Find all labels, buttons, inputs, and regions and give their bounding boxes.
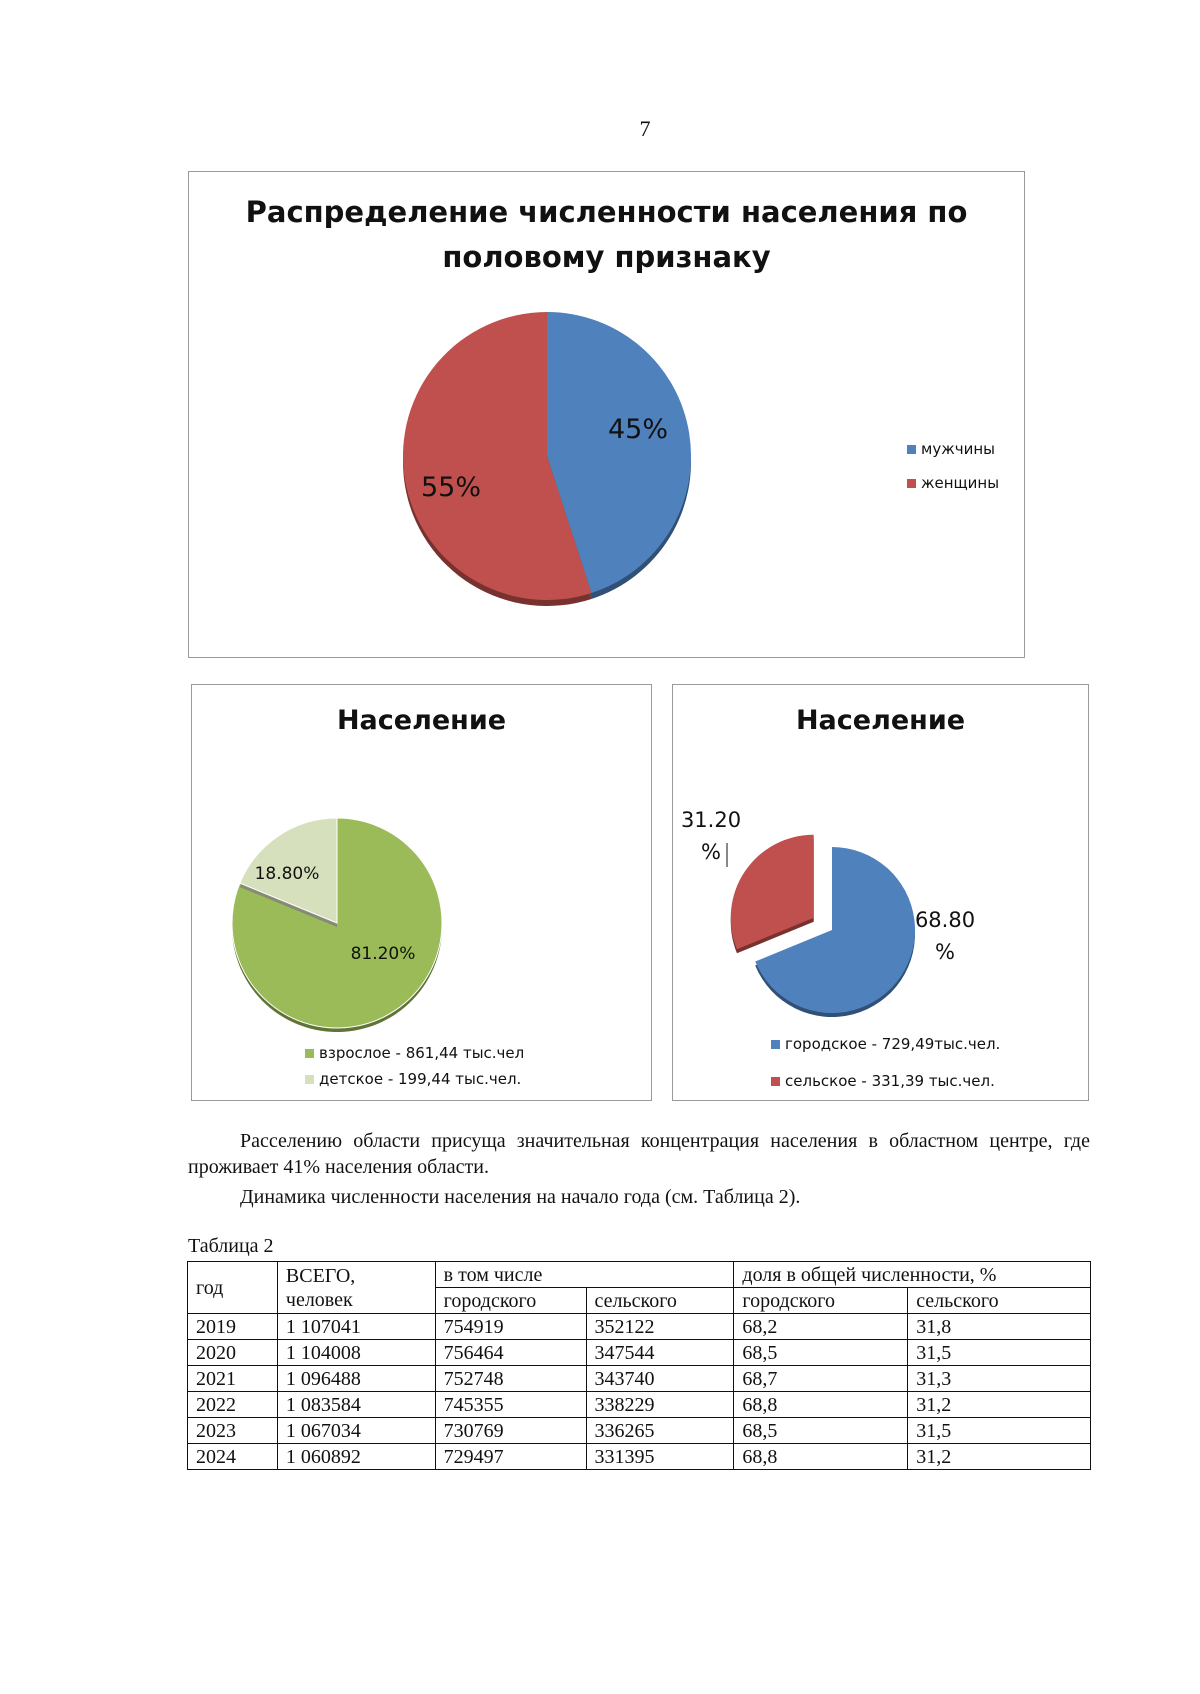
cell-urban: 754919 — [435, 1314, 586, 1340]
header-rural: сельского — [586, 1288, 734, 1314]
pie-slice-сельское — [731, 835, 814, 950]
age-pie-svg — [192, 685, 651, 1100]
cell-rural: 338229 — [586, 1392, 734, 1418]
data-label-мужчины: 45% — [607, 414, 669, 445]
gender-pie-chart — [188, 171, 1025, 658]
paragraph-text: Расселению области присуща значительная концентрация населения в областном центре, где проживает 41% населения области. — [188, 1130, 1090, 1178]
cell-total: 1 083584 — [277, 1392, 435, 1418]
data-label-urban-unit: % — [935, 940, 955, 964]
cell-year: 2022 — [188, 1392, 278, 1418]
cell-rural: 352122 — [586, 1314, 734, 1340]
legend-swatch-adults — [305, 1049, 314, 1058]
table-row — [188, 1340, 1091, 1366]
legend-swatch-women — [907, 479, 916, 488]
cell-rural-share: 31,5 — [908, 1418, 1091, 1444]
cell-rural-share: 31,2 — [908, 1444, 1091, 1470]
legend-label-men: мужчины — [921, 440, 995, 458]
page-number: 7 — [639, 116, 651, 141]
legend-label-women: женщины — [921, 474, 1000, 492]
cell-year: 2024 — [188, 1444, 278, 1470]
settlement-pie-chart — [672, 684, 1089, 1101]
cell-year: 2019 — [188, 1314, 278, 1340]
legend-swatch-urban — [771, 1040, 780, 1049]
table-row — [188, 1366, 1091, 1392]
cell-total: 1 107041 — [277, 1314, 435, 1340]
table-row — [188, 1444, 1091, 1470]
gender-pie-svg — [189, 172, 1024, 657]
cell-rural: 336265 — [586, 1418, 734, 1444]
chart-title-line-1: Распределение численности населения по — [245, 195, 968, 229]
cell-rural-share: 31,3 — [908, 1366, 1091, 1392]
table-caption: Таблица 2 — [188, 1235, 274, 1257]
paragraph-dynamics — [188, 1184, 1090, 1210]
cell-total: 1 096488 — [277, 1366, 435, 1392]
cell-urban-share: 68,2 — [734, 1314, 908, 1340]
header-share: доля в общей численности, % — [734, 1262, 1091, 1288]
legend-item-urban — [771, 1035, 1000, 1053]
table-row — [188, 1314, 1091, 1340]
cell-rural-share: 31,2 — [908, 1392, 1091, 1418]
cell-urban: 745355 — [435, 1392, 586, 1418]
header-year: год — [188, 1262, 278, 1314]
chart-title-line-2: половому признаку — [442, 240, 771, 274]
cell-urban-share: 68,7 — [734, 1366, 908, 1392]
table-header-row — [188, 1262, 1091, 1288]
data-label-urban-value: 68.80 — [914, 908, 976, 932]
age-pie-chart — [191, 684, 652, 1101]
cell-urban: 752748 — [435, 1366, 586, 1392]
data-label-детское: 18.80% — [254, 864, 320, 884]
legend-label-rural: сельское - 331,39 тыс.чел. — [785, 1072, 995, 1090]
paragraph-text: Динамика численности населения на начало года (см. Таблица 2). — [240, 1186, 801, 1208]
cell-total: 1 067034 — [277, 1418, 435, 1444]
cell-urban-share: 68,5 — [734, 1418, 908, 1444]
cell-rural-share: 31,5 — [908, 1340, 1091, 1366]
legend-item-women — [907, 474, 999, 492]
legend-item-men — [907, 440, 995, 458]
cell-total: 1 060892 — [277, 1444, 435, 1470]
legend-swatch-children — [305, 1075, 314, 1084]
legend-item-rural — [771, 1072, 995, 1090]
chart-title: Население — [795, 705, 966, 736]
cell-urban: 729497 — [435, 1444, 586, 1470]
header-total — [277, 1262, 435, 1314]
header-including: в том числе — [435, 1262, 734, 1288]
data-label-rural-unit: % — [701, 840, 721, 864]
legend-swatch-rural — [771, 1077, 780, 1086]
legend-item-children — [305, 1070, 521, 1088]
cell-urban-share: 68,8 — [734, 1444, 908, 1470]
header-urban: городского — [435, 1288, 586, 1314]
cell-urban-share: 68,5 — [734, 1340, 908, 1366]
legend-item-adults — [305, 1044, 524, 1062]
cell-year: 2020 — [188, 1340, 278, 1366]
header-urban-share: городского — [734, 1288, 908, 1314]
cell-rural: 343740 — [586, 1366, 734, 1392]
cell-urban: 756464 — [435, 1340, 586, 1366]
cell-year: 2021 — [188, 1366, 278, 1392]
legend-label-urban: городское - 729,49тыс.чел. — [785, 1035, 1001, 1053]
header-total-line-1: ВСЕГО, — [285, 1264, 356, 1287]
cell-year: 2023 — [188, 1418, 278, 1444]
data-label-женщины: 55% — [420, 472, 482, 503]
chart-title: Население — [336, 705, 507, 736]
cell-rural: 347544 — [586, 1340, 734, 1366]
data-label-взрослое: 81.20% — [350, 944, 416, 964]
population-table — [187, 1261, 1091, 1470]
header-rural-share: сельского — [908, 1288, 1091, 1314]
cell-urban-share: 68,8 — [734, 1392, 908, 1418]
header-total-line-2: человек — [285, 1288, 353, 1311]
table-row — [188, 1392, 1091, 1418]
data-label-rural-value: 31.20 — [680, 808, 742, 832]
legend-swatch-men — [907, 445, 916, 454]
table-row — [188, 1418, 1091, 1444]
legend-label-children: детское - 199,44 тыс.чел. — [319, 1070, 522, 1088]
cell-rural-share: 31,8 — [908, 1314, 1091, 1340]
cell-rural: 331395 — [586, 1444, 734, 1470]
paragraph-settlement — [188, 1128, 1090, 1180]
legend-label-adults: взрослое - 861,44 тыс.чел — [319, 1044, 525, 1062]
cell-total: 1 104008 — [277, 1340, 435, 1366]
cell-urban: 730769 — [435, 1418, 586, 1444]
